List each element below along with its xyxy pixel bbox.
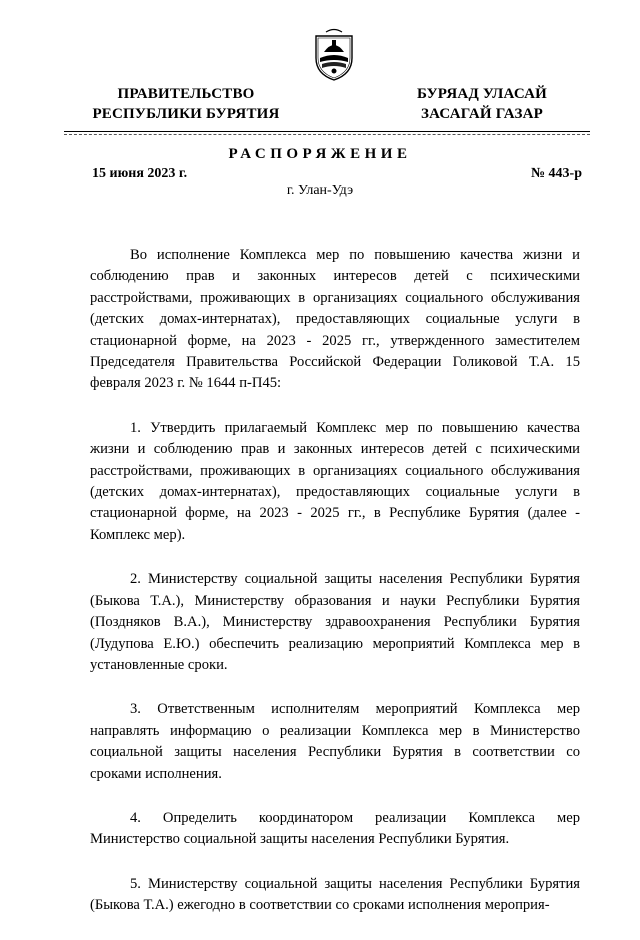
clause-2: 2. Министерству социальной защиты населения Республики Бурятия (Быкова Т.А.), Министерству образования и науки Республики Бурятия (Поздняков В.А.), Министерству здравоохранения Республики Бурятия (Лудупова Е.Ю.) обеспечить реализацию мероприятий Комплекса мер в установленные сроки. xyxy=(90,571,580,673)
clause-1: 1. Утвердить прилагаемый Комплекс мер по повышению качества жизни и соблюдению прав и законных интересов детей с психическими расстройствами, проживающих в организациях социального обслуживания (детских домах-интернатах), предоставляющих социальные услуги в стационарной форме, на 2023 - 2025 гг., в Республике Бурятия (далее - Комплекс мер). xyxy=(90,419,580,543)
org-left-line-2: РЕСПУБЛИКИ БУРЯТИЯ xyxy=(92,106,280,122)
preamble-paragraph: Во исполнение Комплекса мер по повышению качества жизни и соблюдению прав и законных интересов детей с психическими расстройствами, проживающих в организациях социального обслуживания (детских домах-интернатах), предоставляющих социальные услуги в стационарной форме, на 2023 - 2025 гг., утвержденного заместителем Председателя Правительства Российской Федерации Голиковой Т.А. 15 февраля 2023 г. № 1644 п-П45: xyxy=(90,247,580,392)
org-right-line-2: ЗАСАГАЙ ГАЗАР xyxy=(421,106,543,122)
government-name-russian xyxy=(86,84,286,124)
clause-3: 3. Ответственным исполнителям мероприятий Комплекса мер направлять информацию о реализации Комплекса мер в Министерство социальной защиты населения Республики Бурятия в соответствии со сроками исполнения. xyxy=(90,701,580,782)
document-body xyxy=(90,245,580,940)
header-divider-dashed xyxy=(64,134,590,135)
coat-of-arms-icon xyxy=(312,28,356,82)
document-type: РАСПОРЯЖЕНИЕ xyxy=(228,146,412,162)
document-number: № 443-р xyxy=(530,166,582,181)
document-date: 15 июня 2023 г. xyxy=(92,166,188,181)
header-divider xyxy=(64,131,590,132)
clause-4: 4. Определить координатором реализации Комплекса мер Министерство социальной защиты населения Республики Бурятия. xyxy=(90,809,580,848)
org-left-line-1: ПРАВИТЕЛЬСТВО xyxy=(117,86,255,102)
document-city: г. Улан-Удэ xyxy=(286,183,354,198)
org-right-line-1: БУРЯАД УЛАСАЙ xyxy=(416,86,548,102)
government-name-buryat xyxy=(408,84,556,124)
clause-5: 5. Министерству социальной защиты населения Республики Бурятия (Быкова Т.А.) ежегодно в соответствии со сроками исполнения мероприя- xyxy=(90,875,580,914)
